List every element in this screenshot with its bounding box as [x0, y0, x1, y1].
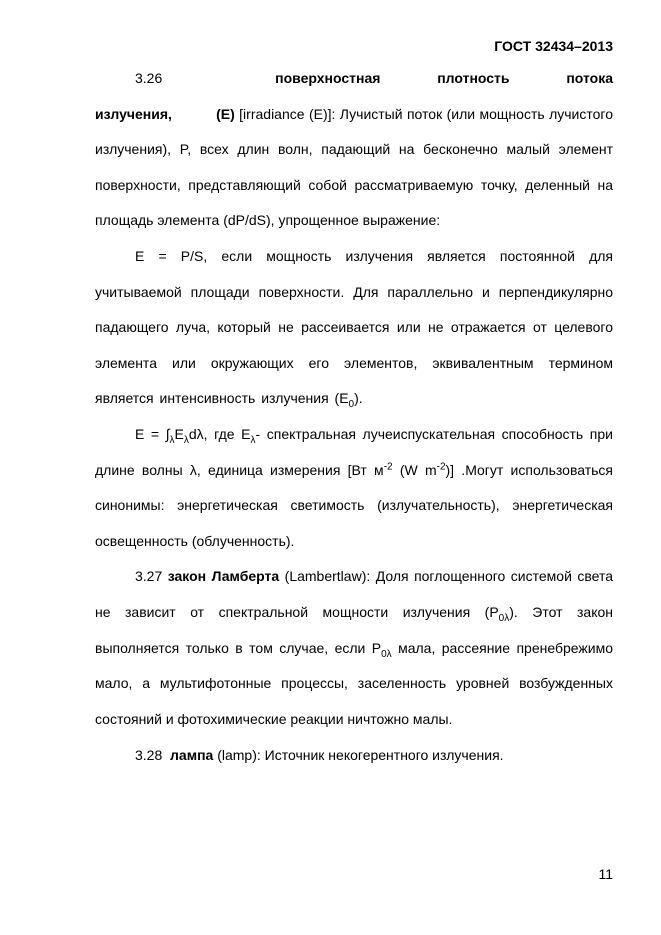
definition-text: мала, рассеяние пренебрежимо мало, а мультифотонные процессы, заселенность уровней возбужденных состояний и фотохимические реакции ничтожно малы.: [95, 639, 613, 727]
subscript: 0: [348, 399, 355, 411]
formula-text-end: ).: [354, 390, 363, 407]
definition-text: (Lambertlaw): Доля поглощенного системой света не зависит от спектральной мощности излучения (P: [95, 568, 614, 620]
formula-part: dλ, где E: [188, 425, 251, 442]
document-body: [95, 61, 613, 774]
definition-3-26: [95, 61, 613, 239]
formula-irradiance-paragraph: [95, 239, 613, 417]
subscript: 0λ: [498, 612, 510, 624]
definition-text: (lamp): Источник некогерентного излучения.: [213, 747, 504, 764]
clause-number: 3.27: [135, 568, 163, 585]
definition-text: [irradiance (E)]: Лучистый поток (или мощность лучистого излучения), P, всех длин волн, падающий на бесконечно малый элемент поверхности, представляющий собой рассматриваемую точку, деленный на площадь элемента (dP/dS), упрощенное выражение:: [95, 105, 613, 229]
subscript: 0λ: [381, 648, 392, 660]
definition-text: ). Этот закон выполняется только в том случае, если P: [95, 603, 613, 656]
formula-part: (W m: [392, 461, 437, 478]
term-lamp: лампа: [170, 747, 214, 764]
term-symbol: (E): [216, 105, 235, 122]
subscript: λ: [250, 434, 256, 446]
subscript: λ: [183, 434, 189, 446]
term-lambert-law: закон Ламберта: [167, 568, 280, 585]
formula-part: E: [174, 425, 184, 442]
superscript: -2: [383, 460, 393, 472]
superscript: -2: [436, 460, 446, 472]
document-code: ГОСТ 32434–2013: [494, 38, 613, 54]
subscript: λ: [169, 434, 175, 446]
clause-number: 3.28: [135, 747, 163, 764]
formula-part: )] .Могут использоваться синонимы: энергетическая светимость (излучательность), энергетическая освещенность (облученность).: [95, 461, 613, 549]
term-irradiance: поверхностная плотность потока излучения,: [95, 70, 614, 122]
formula-spectral-paragraph: [95, 417, 613, 559]
formula-text: E = P/S, если мощность излучения является постоянной для учитываемой площади поверхности. Для параллельно и перпендикулярно падающего луча, который не рассеивается или не отражается от целевого элемента или окружающих его элементов, эквивалентным термином является интенсивность излучения (E: [95, 247, 613, 407]
page-number: 11: [598, 866, 613, 882]
formula-part: E = ∫: [135, 425, 170, 442]
definition-3-28: [95, 738, 613, 774]
formula-part: - спектральная лучеиспускательная способность при длине волны λ, единица измерения [Вт м: [95, 425, 613, 478]
definition-3-27: [95, 559, 613, 737]
clause-number: 3.26: [135, 70, 163, 86]
